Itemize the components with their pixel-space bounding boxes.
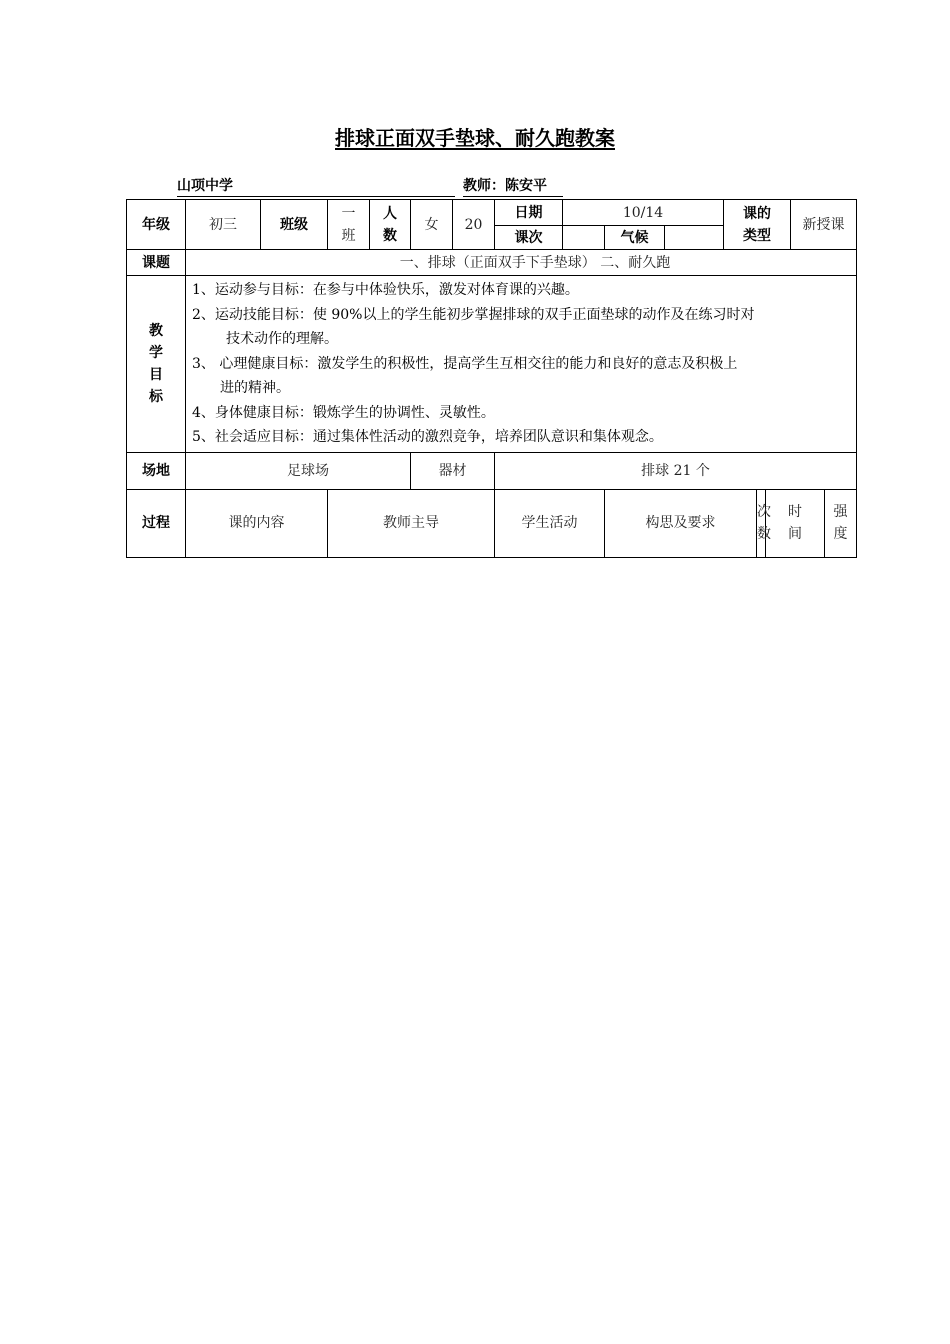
lesson-type-label — [724, 200, 791, 250]
class-value-1: 一 — [341, 205, 356, 222]
time-header-2: 间 — [788, 526, 803, 542]
goals-label — [127, 276, 186, 453]
goals-label-2: 学 — [149, 344, 163, 361]
lesson-number-value — [563, 226, 605, 250]
goals-label-3: 目 — [149, 366, 163, 383]
times-header-2: 数 — [757, 526, 772, 542]
goal-item — [192, 425, 850, 450]
student-activity-header: 学生活动 — [495, 489, 605, 557]
venue-label: 场地 — [127, 452, 186, 489]
times-header — [757, 489, 772, 557]
teacher-name: 教师：陈安平 — [463, 178, 563, 197]
goal-1-text: 1、运动参与目标：在参与中体验快乐，激发对体育课的兴趣。 — [192, 282, 579, 298]
gender-value: 女 — [411, 200, 453, 250]
goal-5-text: 5、社会适应目标：通过集体性活动的激烈竞争，培养团队意识和集体观念。 — [192, 429, 663, 445]
goal-item — [192, 303, 850, 352]
equipment-label: 器材 — [411, 452, 495, 489]
goals-row — [127, 276, 857, 453]
count-label — [370, 200, 411, 250]
content-header: 课的内容 — [186, 489, 328, 557]
intensity-header-1: 强 — [833, 504, 848, 520]
lesson-number-label: 课次 — [495, 226, 563, 250]
class-label: 班级 — [261, 200, 328, 250]
design-header: 构思及要求 — [605, 489, 757, 557]
count-label-1: 人 — [383, 205, 397, 222]
goal-item — [192, 401, 850, 426]
goal-item — [192, 278, 850, 303]
count-value: 20 — [453, 200, 495, 250]
intensity-header — [825, 489, 857, 557]
process-row — [127, 489, 857, 557]
topic-value: 一、排球（正面双手下手垫球） 二、耐久跑 — [186, 250, 857, 276]
grade-value: 初三 — [186, 200, 261, 250]
time-header-1: 时 — [788, 504, 803, 520]
times-header-1: 次 — [757, 504, 772, 520]
goal-4-text: 4、身体健康目标：锻炼学生的协调性、灵敏性。 — [192, 404, 495, 421]
school-name: 山项中学 — [177, 178, 455, 197]
process-label: 过程 — [127, 489, 186, 557]
goals-label-1: 教 — [149, 322, 163, 339]
grade-label: 年级 — [127, 200, 186, 250]
header-row-1 — [127, 200, 857, 226]
time-header — [766, 489, 825, 557]
intensity-header-2: 度 — [833, 526, 848, 542]
goal-item — [192, 352, 850, 401]
class-value-2: 班 — [341, 227, 356, 244]
lesson-plan-table — [126, 199, 857, 558]
weather-label: 气候 — [605, 226, 665, 250]
lesson-type-label-1: 课的 — [743, 205, 772, 222]
count-label-2: 数 — [383, 227, 397, 244]
goal-2-continuation: 技术动作的理解。 — [226, 331, 338, 347]
teacher-lead-header: 教师主导 — [328, 489, 495, 557]
document-title: 排球正面双手垫球、耐久跑教案 — [335, 126, 615, 150]
goal-3-text: 3、 心理健康目标：激发学生的积极性，提高学生互相交往的能力和良好的意志及积极上 — [192, 355, 738, 372]
goals-content — [186, 276, 857, 453]
class-value — [328, 200, 370, 250]
topic-label: 课题 — [127, 250, 186, 276]
venue-row — [127, 452, 857, 489]
lesson-type-value: 新授课 — [791, 200, 857, 250]
equipment-value: 排球 21 个 — [495, 452, 857, 489]
date-value: 10/14 — [563, 200, 724, 226]
topic-row — [127, 250, 857, 276]
lesson-type-label-2: 类型 — [743, 227, 772, 244]
goals-label-4: 标 — [149, 388, 163, 405]
goal-3-continuation: 进的精神。 — [220, 380, 290, 396]
date-label: 日期 — [495, 200, 563, 226]
weather-value — [665, 226, 724, 250]
goal-2-text: 2、运动技能目标：使 90%以上的学生能初步掌握排球的双手正面垫球的动作及在练习时对 — [192, 306, 755, 323]
venue-value: 足球场 — [186, 452, 411, 489]
